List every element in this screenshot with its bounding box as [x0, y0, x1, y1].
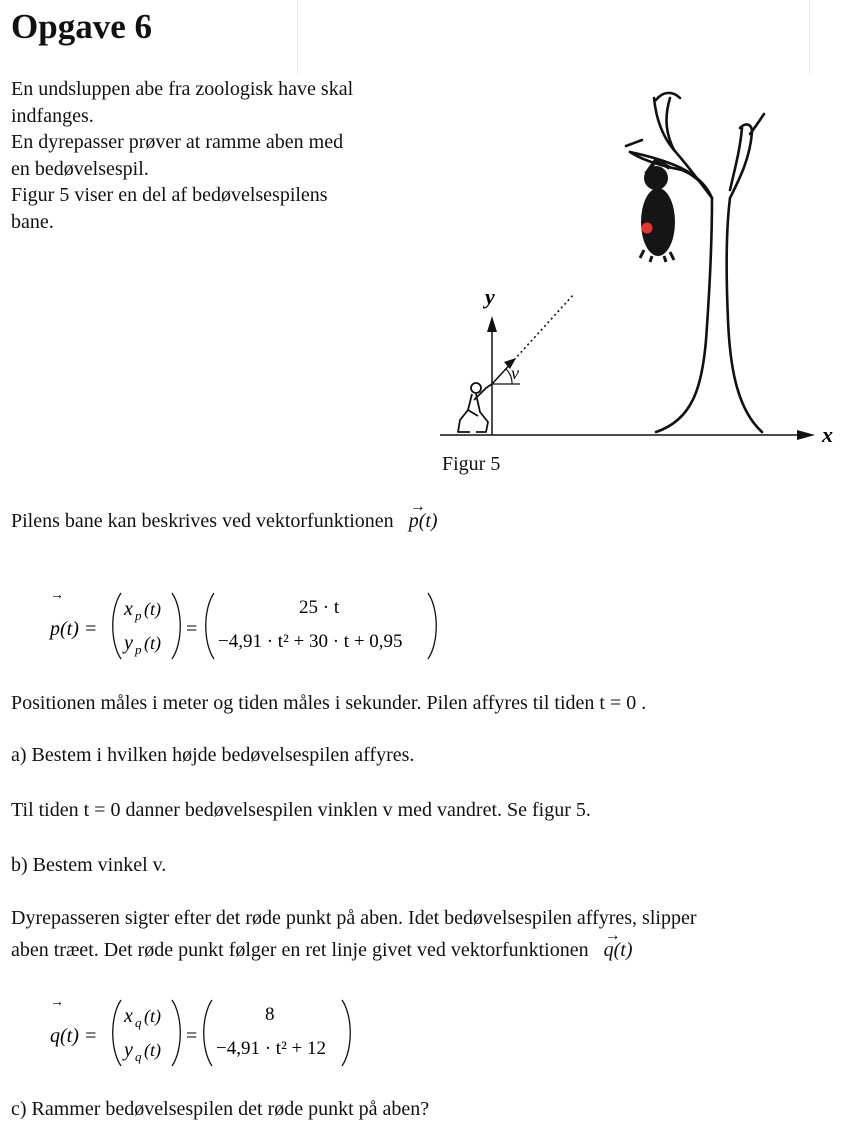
vector-p-label: p(t) [408, 510, 438, 532]
equation-p-rhs2: −4,91 · t² + 30 · t + 0,95 [218, 631, 403, 652]
vector-q-symbol [603, 927, 633, 961]
left-paren-2 [206, 593, 214, 659]
intro-line: indfanges. [11, 104, 94, 127]
task-heading: Opgave 6 [11, 7, 152, 46]
monkey-drawing [640, 160, 675, 262]
equation-q-comp2-arg: (t) [144, 1040, 161, 1060]
vector-arrow-icon: → [409, 498, 426, 515]
equation-q-rhs1: 8 [265, 1004, 275, 1025]
left-paren-2 [204, 1000, 212, 1066]
intro-line: en bedøvelsespil. [11, 157, 149, 180]
equation-p-equals: = [186, 618, 198, 640]
equation-q [44, 992, 374, 1072]
equation-p-comp2: y [124, 632, 133, 654]
equation-p-comp1-arg: (t) [144, 599, 161, 619]
equation-p-comp2-arg: (t) [144, 633, 161, 653]
vector-arrow-icon: → [50, 588, 64, 603]
intro-line: Figur 5 viser en del af bedøvelsespilens [11, 184, 328, 206]
x-axis-label: x [822, 422, 833, 447]
scan-border-right [809, 0, 810, 75]
equation-q-equals: = [186, 1025, 198, 1047]
left-paren-1 [113, 593, 121, 659]
question-b: b) Bestem vinkel v. [11, 854, 167, 876]
right-paren-1 [172, 593, 180, 659]
paragraph-trajectory [11, 498, 438, 534]
vector-arrow-icon: → [50, 995, 64, 1010]
equation-q-comp1: x [124, 1005, 133, 1027]
equation-p-comp1: x [124, 598, 133, 620]
intro-line: bane. [11, 210, 54, 233]
paragraph-trajectory-text: Pilens bane kan beskrives ved vektorfunktionen [11, 510, 394, 532]
equation-p-comp1-sub: p [135, 608, 142, 623]
paragraph-units: Positionen måles i meter og tiden måles i sekunder. Pilen affyres til tiden t = 0 . [11, 692, 647, 714]
intro-line: En undsluppen abe fra zoologisk have skal [11, 78, 354, 100]
equation-p-lhs: p(t) = [50, 618, 98, 640]
vector-q-label: q(t) [603, 939, 633, 961]
zookeeper-drawing [458, 383, 492, 432]
left-paren-1 [113, 1000, 121, 1066]
right-paren-2 [428, 593, 436, 659]
angle-label: v [511, 363, 519, 383]
intro-text [11, 76, 421, 235]
equation-p-comp2-sub: p [135, 642, 142, 657]
right-paren-1 [172, 1000, 180, 1066]
red-target-dot [642, 223, 653, 234]
paragraph-monkey-line-2 [11, 927, 633, 963]
paragraph-angle: Til tiden t = 0 danner bedøvelsespilen vinklen v med vandret. Se figur 5. [11, 799, 591, 821]
vector-p-symbol [408, 498, 438, 532]
paragraph-monkey-line-1: Dyrepasseren sigter efter det røde punkt på aben. Idet bedøvelsespilen affyres, slipper [11, 907, 697, 929]
intro-line: En dyrepasser prøver at ramme aben med [11, 131, 344, 153]
figure-5 [430, 70, 850, 480]
question-c: c) Rammer bedøvelsespilen det røde punkt på aben? [11, 1098, 430, 1120]
equation-p-rhs1: 25 · t [299, 597, 340, 618]
equation-q-comp1-arg: (t) [144, 1006, 161, 1026]
equation-q-comp1-sub: q [135, 1015, 142, 1030]
equation-p [44, 585, 454, 665]
dotted-aim-line [514, 294, 574, 360]
y-axis-label: y [485, 284, 495, 309]
right-paren-2 [342, 1000, 350, 1066]
paragraph-monkey-text: aben træet. Det røde punkt følger en ret linje givet ved vektorfunktionen [11, 939, 589, 961]
equation-q-lhs: q(t) = [50, 1025, 98, 1047]
x-axis-arrowhead-icon [797, 430, 815, 440]
question-a: a) Bestem i hvilken højde bedøvelsespilen affyres. [11, 744, 415, 766]
figure-caption: Figur 5 [442, 453, 501, 475]
vector-arrow-icon: → [604, 927, 621, 944]
tree-drawing [626, 93, 764, 432]
equation-q-comp2-sub: q [135, 1049, 142, 1064]
equation-q-comp2: y [124, 1039, 133, 1061]
y-axis-arrowhead-icon [487, 316, 497, 332]
scan-border-left [297, 0, 298, 75]
equation-q-rhs2: −4,91 · t² + 12 [216, 1038, 326, 1059]
